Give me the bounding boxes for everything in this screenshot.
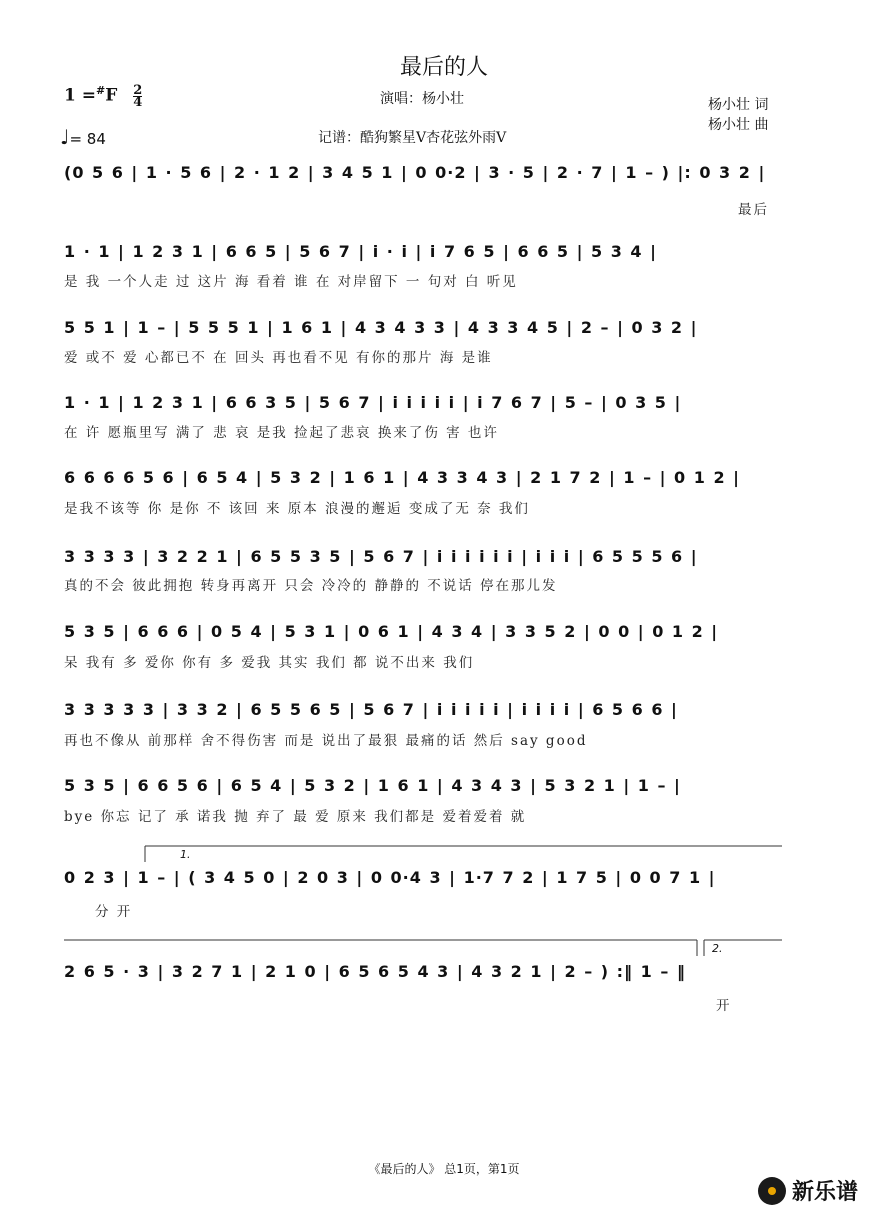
system-6-notes: 3 3 3 3 | 3 2 2 1 | 6 5 5 3 5 | 5 6 7 | i i i i i i | i i i | 6 5 5 5 6 | <box>64 547 698 566</box>
key-signature <box>64 84 142 108</box>
lyricist-credit: 杨小壮 词 <box>708 97 769 113</box>
singer-credit: 演唱：杨小壮 <box>380 91 464 107</box>
system-7-lyrics: 呆 我有 多 爱你 你有 多 爱我 其实 我们 都 说不出来 我们 <box>64 655 475 671</box>
system-6-lyrics: 真的不会 彼此拥抱 转身再离开 只会 冷冷的 静静的 不说话 停在那儿发 <box>64 578 558 594</box>
system-8-notes: 3 3 3 3 3 | 3 3 2 | 6 5 5 6 5 | 5 6 7 | i i i i i | i i i i | 6 5 6 6 | <box>64 700 678 719</box>
system-5-notes: 6 6 6 6 5 6 | 6 5 4 | 5 3 2 | 1 6 1 | 4 3 3 4 3 | 2 1 7 2 | 1 – | 0 1 2 | <box>64 468 740 487</box>
system-9-notes: 5 3 5 | 6 6 5 6 | 6 5 4 | 5 3 2 | 1 6 1 | 4 3 4 3 | 5 3 2 1 | 1 – | <box>64 776 681 795</box>
system-4-lyrics: 在 许 愿瓶里写 满了 悲 哀 是我 捡起了悲哀 换来了伤 害 也许 <box>64 425 499 441</box>
time-signature <box>133 82 143 110</box>
system-2-notes: 1 · 1 | 1 2 3 1 | 6 6 5 | 5 6 7 | i · i | i 7 6 5 | 6 6 5 | 5 3 4 | <box>64 242 657 261</box>
key-note: F <box>105 85 118 106</box>
system-8-lyrics: 再也不像从 前那样 舍不得伤害 而是 说出了最狠 最痛的话 然后 say good <box>64 733 588 749</box>
quarter-note-icon: ♩ <box>60 125 70 149</box>
page-footer: 《最后的人》 总1页，第1页 <box>368 1162 520 1176</box>
song-title: 最后的人 <box>399 55 488 80</box>
composer-credit: 杨小壮 曲 <box>708 117 769 133</box>
sharp-sign: # <box>96 84 106 97</box>
system-3-notes: 5 5 1 | 1 – | 5 5 5 1 | 1 6 1 | 4 3 4 3 3 | 4 3 3 4 5 | 2 – | 0 3 2 | <box>64 318 698 337</box>
system-7-notes: 5 3 5 | 6 6 6 | 0 5 4 | 5 3 1 | 0 6 1 | 4 3 4 | 3 3 5 2 | 0 0 | 0 1 2 | <box>64 622 719 641</box>
time-top: 2 <box>133 82 143 98</box>
logo-text: 新乐谱 <box>792 1180 859 1205</box>
system-2-lyrics: 是 我 一个人走 过 这片 海 看着 谁 在 对岸留下 一 句对 白 听见 <box>64 274 518 290</box>
time-bottom: 4 <box>133 94 143 110</box>
system-11-lyrics: 开 <box>716 998 732 1014</box>
system-11-notes: 2 6 5 · 3 | 3 2 7 1 | 2 1 0 | 6 5 6 5 4 3 | 4 3 2 1 | 2 – ) :‖ 1 – ‖ <box>64 962 686 981</box>
system-4-notes: 1 · 1 | 1 2 3 1 | 6 6 3 5 | 5 6 7 | i i i i i | i 7 6 7 | 5 – | 0 3 5 | <box>64 393 682 412</box>
system-10-lyrics: 分 开 <box>95 904 133 920</box>
system-9-lyrics: bye 你忘 记了 承 诺我 抛 弃了 最 爱 原来 我们都是 爱着爱着 就 <box>64 809 527 825</box>
site-logo <box>758 1175 858 1206</box>
key-prefix: 1 = <box>64 85 96 106</box>
second-ending-label: 2. <box>712 942 723 955</box>
tempo-value: = 84 <box>69 130 106 148</box>
first-ending-label: 1. <box>180 848 191 861</box>
system-1-notes: (0 5 6 | 1 · 5 6 | 2 · 1 2 | 3 4 5 1 | 0 0·2 | 3 · 5 | 2 · 7 | 1 – ) |: 0 3 2 | <box>64 163 766 182</box>
system-1-lyrics: 最后 <box>738 202 769 218</box>
system-3-lyrics: 爱 或不 爱 心都已不 在 回头 再也看不见 有你的那片 海 是谁 <box>64 350 493 366</box>
transcriber-credit: 记谱：酷狗繁星V杏花弦外雨V <box>318 130 507 146</box>
record-disc-icon <box>758 1177 786 1205</box>
system-10-notes: 0 2 3 | 1 – | ( 3 4 5 0 | 2 0 3 | 0 0·4 3 | 1·7 7 2 | 1 7 5 | 0 0 7 1 | <box>64 868 716 887</box>
system-5-lyrics: 是我不该等 你 是你 不 该回 来 原本 浪漫的邂逅 变成了无 奈 我们 <box>64 501 530 517</box>
tempo-marking <box>60 125 106 149</box>
